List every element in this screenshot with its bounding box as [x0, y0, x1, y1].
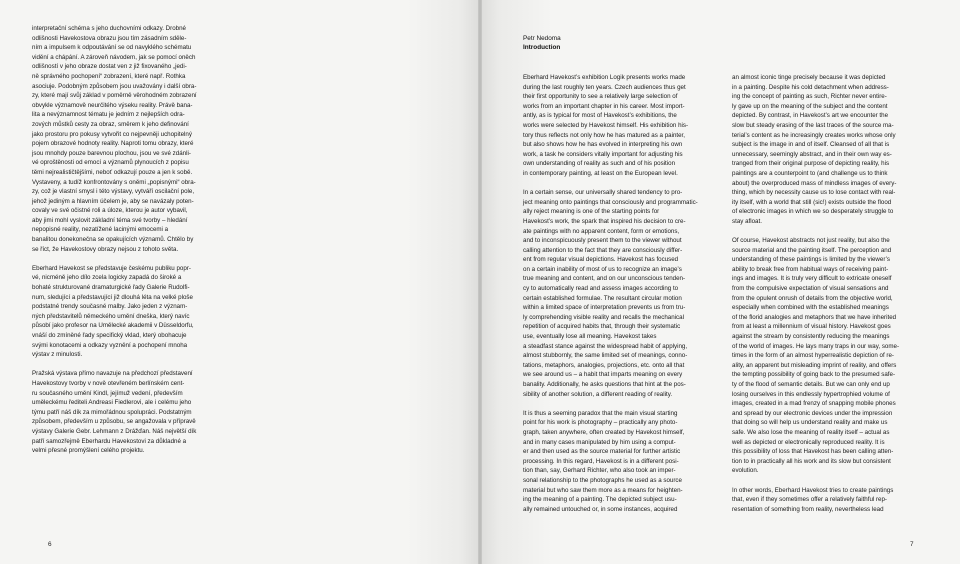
right-page-column-1 — [523, 73, 720, 524]
paragraph: In a certain sense, our universally shared tendency to pro- ject meaning onto paintings that consciously and programmatic- ally reject meaning is one of the starting points for Havekost’s work, the spark that inspired his decision to cre- ate paintings with no apparent content, form or emotions, and to inconspicuously present them to the viewer without calling attention to the fact that they are consciously differ- ent from regular visual depictions. Havekost has focused on a certain inability of most of us to recognize an image’s true meaning and content, and on our unconscious tenden- cy to automatically read and assess images according to certain established formulae. The resultant circular motion within a limited space of interpretation prevents us from tru- ly comprehending visible reality and recalls the mechanical repetition of acquired habits that, through their systematic use, eventually lose all meaning. Havekost takes a steadfast stance against the widespread habit of applying, almost stubbornly, the same limited set of meanings, conno- tations, metaphors, analogies, projections, etc. onto all that we see around us – a habit that imparts meaning on every banality. Additionally, he asks questions that hint at the pos- sibility of another solution, a different reading of reality. — [523, 189, 698, 398]
article-title: Introduction — [523, 44, 561, 52]
paragraph: In other words, Eberhard Havekost tries to create paintings that, even if they sometimes offer a relatively faithful rep- resentation of something from reality, nevertheless lead — [732, 486, 894, 513]
paragraph: interpretační schéma s jeho duchovními odkazy. Drobné odlišnosti Havekostova obrazu jsou tím zásadním sděle- ním a impulsem k odpoutávání se od navyklého schématu vidění a chápání. A zároveň návodem, jak se pomocí oněch odlišností v jeho obraze dostat ven z již fixovaného „jedi- ně správného pochopení“ zobrazení, které např. Rothka asociuje. Podobným způsobem jsou uvažovány i další obra- zy, které mají svůj základ v poměrně věrohodném zobrazení obvykle významově neurčitého výseku reality. Právě bana- lita a nevýznamnost tématu je jedním z nejlepších odra- zových můstků cesty za obraz, směrem k jeho definování jako prostoru pro pokusy vytvořit co nejpevněji uchopitelný pojem obrazové hodnoty reality. Naproti tomu obrazy, které jsou mnohdy pouze barevnou plochou, jsou ve své zdánli- vé oproštěnosti od emocí a významů plynoucích z popisu těmi nejrealističtějšími, neboť odkazují pouze a jen k sobě. Vystaveny, a tudíž konfrontovány s oněmi „popisnými“ obra- zy, což je vlastní smysl i této výstavy, vytváří oscilační pole, jehož jediným a hlavním účelem je, aby se navázaly poten- covaly ve své očistné roli a úloze, kterou je autor vybavil, aby jimi mohl vyslovit základní téma své tvorby – hledání nepopisné reality, nezatížené lacinými emocemi a banalitou donekonečna se opakujících významů. Chtělo by se říct, že Havekostovy obrazy nejsou z tohoto světa. — [32, 25, 197, 253]
book-gutter — [478, 0, 482, 564]
paragraph: Pražská výstava přímo navazuje na předchozí představení Havekostovy tvorby v nově otevřeném berlínském cent- ru současného umění Kindl, jejímuž vedení, především uměleckému řediteli Andreasi Fiedlerovi, ale i celému jeho týmu patří náš dík za mimořádnou spolupráci. Podstatným způsobem, především u způsobu, se angažovala v přípravě výstavy Galerie Gebr. Lehmann z Drážďan. Náš největší dík patří samozřejmě Eberhardu Havekostovi za důkladné a velmi přesné promýšlení celého projektu. — [32, 370, 197, 455]
paragraph: It is thus a seeming paradox that the main visual starting point for his work is photography – practically any photo- graph, taken anywhere, often created by Havekost himself, and in many cases manipulated by him using a comput- er and then used as the source material for further artistic processing. In this regard, Havekost is in a different posi- tion than, say, Gerhard Richter, who also took an imper- sonal relationship to the photographs he used as a source material but who saw them more as a means for heighten- ing the meaning of a painting. The depicted subject usu- ally remained untouched or, in some instances, acquired — [523, 409, 685, 513]
paragraph: Eberhard Havekost’s exhibition Logik presents works made during the last roughly ten years. Czech audiences thus get their first opportunity to see a relatively large selection of works from an important chapter in his career. Most import- antly, as is typical for most of Havekost’s exhibitions, the works were selected by Havekost himself. His exhibition his- tory thus reflects not only how he has matured as a painter, but also shows how he has evolved in interpreting his own work, a task he considers vitally important for adjusting his own understanding of reality as such and of his position in contemporary painting, at least on the European level. — [523, 74, 689, 177]
author-name: Petr Nedoma — [523, 35, 561, 42]
left-page-text — [32, 24, 282, 465]
right-page-column-2 — [732, 73, 929, 524]
article-header — [523, 34, 561, 52]
paragraph: Of course, Havekost abstracts not just reality, but also the source material and the painting itself. The perception and understanding of these paintings is limited by the viewer’s ability to break free from habitual ways of receiving paint- ings and images. It is truly very difficult to extricate oneself from the compulsive expectation of visual sensations and from the opulent onrush of details from the objective world, especially when combined with the established meanings of the florid analogies and metaphors that we have inherited from at least a millennium of visual history. Havekost goes against the stream by consistently reducing the meanings of the world of images. He lays many traps in our way, some- times in the form of an almost hyperrealistic depiction of re- ality, an apparent but misleading imprint of reality, and offers the tempting possibility of going back to the presumed safe- ty of the flood of semantic details. But we can only end up losing ourselves in this endlessly hypertrophied volume of images, created in a mad frenzy of snapping mobile phones and spread by our electronic devices under the impression that doing so will help us understand reality and make us safe. We also lose the meaning of reality itself – actual as well as depicted or electronically reproduced reality. It is this possibility of loss that Havekost has been calling atten- tion to in practically all his work and its slow but consistent evolution. — [732, 237, 900, 475]
page-number: 6 — [48, 541, 52, 548]
paragraph: an almost iconic tinge precisely because it was depicted in a painting. Despite his cold detachment when address- ing the concept of painting as such, Richter never entire- ly gave up on the meaning of the subject and the content depicted. By contrast, in Havekost’s art we encounter the slow but steady erasing of the last traces of the source ma- terial’s content as he increasingly creates works whose only subject is the image in and of itself. Cleansed of all that is unnecessary, seemingly abstract, and in their own way es- tranged from their original purpose of depicting reality, his paintings are a counterpoint to (and challenge us to think about) the overproduced mass of mindless images of every- thing, which by necessity cause us to lose contact with real- ity itself, with a world that still (sic!) exists outside the flood of electronic images in which we so desperately struggle to stay afloat. — [732, 74, 897, 225]
page-number: 7 — [910, 541, 914, 548]
paragraph: Eberhard Havekost se představuje českému publiku popr- vé, nicméně jeho dílo zcela logicky zapadá do široké a bohaté strukturované dramaturgické řady Galerie Rudolfi- num, sledující a představující již dlouhá léta na velké ploše podstatné trendy současné malby. Jako jeden z význam- ných představitelů německého umění dneška, který navíc působí jako profesor na Umělecké akademii v Düsseldorfu, vnáší do zmíněné řady specifický vklad, který obohacuje svými konotacemi a odkazy vyznění a pochopení mnoha výstav z minulosti. — [32, 264, 194, 359]
